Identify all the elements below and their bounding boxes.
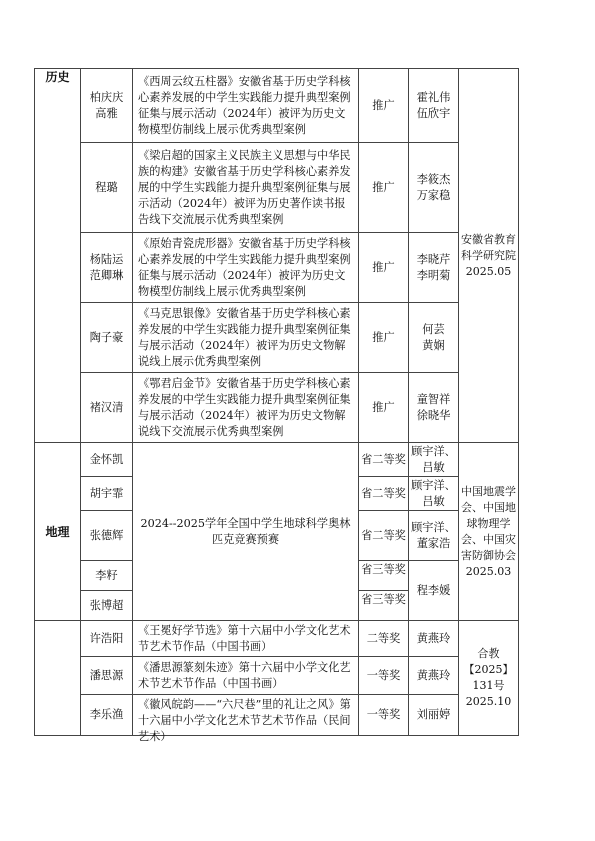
teacher-cell: 霍礼伟 伍欣宇 (409, 69, 459, 143)
table-row (35, 143, 519, 233)
student-cell: 张博超 (81, 591, 133, 621)
organizer-date: 2025.05 (465, 264, 512, 278)
award-cell: 省三等奖 (359, 591, 409, 621)
table-row (35, 69, 519, 143)
award-cell: 省二等奖 (359, 477, 409, 511)
teacher-cell: 黄燕玲 (409, 657, 459, 695)
table-row (35, 621, 519, 657)
teacher-cell: 童智祥 徐晓华 (409, 373, 459, 443)
student-cell: 褚汉清 (81, 373, 133, 443)
project-cell: 《原始青瓷虎形器》安徽省基于历史学科核心素养发展的中学生实践能力提升典型案例征集与展示活动（2024年）被评为历史文物模型仿制线上展示优秀典型案例 (133, 233, 359, 303)
project-cell: 《西周云纹五柱器》安徽省基于历史学科核心素养发展的中学生实践能力提升典型案例征集与展示活动（2024年）被评为历史文物模型仿制线上展示优秀典型案例 (133, 69, 359, 143)
awards-table (34, 68, 519, 743)
project-cell: 《王冕好学节选》第十六届中小学文化艺术节艺术节作品（中国书画） (133, 621, 359, 657)
student-cell: 程璐 (81, 143, 133, 233)
project-cell: 《梁启超的国家主义民族主义思想与中华民族的构建》安徽省基于历史学科核心素养发展的中学生实践能力提升典型案例征集与展示活动（2024年）被评为历史著作读书报告线下交流展示优秀典型案例 (133, 143, 359, 233)
organizer-date: 2025.03 (465, 564, 512, 578)
award-cell: 推广 (359, 373, 409, 443)
teacher-cell: 顾宇洋、吕敏 (409, 443, 459, 477)
teacher-cell: 何芸 黄娴 (409, 303, 459, 373)
project-cell: 《马克思银像》安徽省基于历史学科核心素养发展的中学生实践能力提升典型案例征集与展示活动（2024年）被评为历史文物解说线上展示优秀典型案例 (133, 303, 359, 373)
award-cell: 推广 (359, 69, 409, 143)
table-row (35, 443, 519, 477)
student-cell: 柏庆庆 高雅 (81, 69, 133, 143)
subject-label: 地理 (45, 524, 70, 539)
award-cell: 一等奖 (359, 695, 409, 736)
organizer-cell: 中国地震学会、中国地球物理学会、中国灾害防御协会 2025.03 (459, 443, 519, 621)
table-row (35, 695, 519, 736)
teacher-cell: 李筱杰 万家稳 (409, 143, 459, 233)
table-row (35, 233, 519, 303)
teacher-cell: 顾宇洋、董家浩 (409, 511, 459, 561)
organizer-cell: 合教【2025】131号 2025.10 (459, 621, 519, 736)
student-cell: 胡宇霏 (81, 477, 133, 511)
award-cell: 推广 (359, 303, 409, 373)
student-cell: 金怀凯 (81, 443, 133, 477)
table-row (35, 657, 519, 695)
subject-label: 历史 (45, 70, 70, 84)
subject-cell (35, 621, 81, 736)
subject-cell (35, 69, 81, 443)
award-cell: 一等奖 (359, 657, 409, 695)
organizer-date: 2025.10 (465, 695, 512, 708)
student-cell: 陶子豪 (81, 303, 133, 373)
student-cell: 潘思源 (81, 657, 133, 695)
project-cell: 2024--2025学年全国中学生地球科学奥林匹克竞赛预赛 (133, 443, 359, 621)
teacher-cell: 黄燕玲 (409, 621, 459, 657)
teacher-cell: 刘丽婷 (409, 695, 459, 736)
teacher-cell: 程李媛 (409, 561, 459, 621)
student-cell: 李乐渔 (81, 695, 133, 736)
project-cell: 《鄂君启金节》安徽省基于历史学科核心素养发展的中学生实践能力提升典型案例征集与展示活动（2024年）被评为历史文物解说线下交流展示优秀典型案例 (133, 373, 359, 443)
award-cell: 省二等奖 (359, 511, 409, 561)
teacher-cell: 李晓芹 李明菊 (409, 233, 459, 303)
award-cell: 省二等奖 (359, 443, 409, 477)
teacher-cell: 顾宇洋、吕敏 (409, 477, 459, 511)
subject-cell (35, 443, 81, 621)
student-cell: 张德辉 (81, 511, 133, 561)
student-cell: 许浩阳 (81, 621, 133, 657)
award-cell: 二等奖 (359, 621, 409, 657)
student-cell: 杨陆运 范卿琳 (81, 233, 133, 303)
organizer-cell: 安徽省教育科学研究院 2025.05 (459, 69, 519, 443)
table-row (35, 373, 519, 443)
project-cell: 《潘思源篆刻朱迹》第十六届中小学文化艺术节艺术节作品（中国书画） (133, 657, 359, 695)
project-cell: 《徽风皖韵——“六尺巷”里的礼让之风》第十六届中小学文化艺术节艺术节作品（民间艺术） (133, 695, 359, 736)
table-row (35, 303, 519, 373)
student-cell: 李籽 (81, 561, 133, 591)
award-cell: 推广 (359, 143, 409, 233)
award-cell: 推广 (359, 233, 409, 303)
award-cell: 省三等奖 (359, 561, 409, 591)
